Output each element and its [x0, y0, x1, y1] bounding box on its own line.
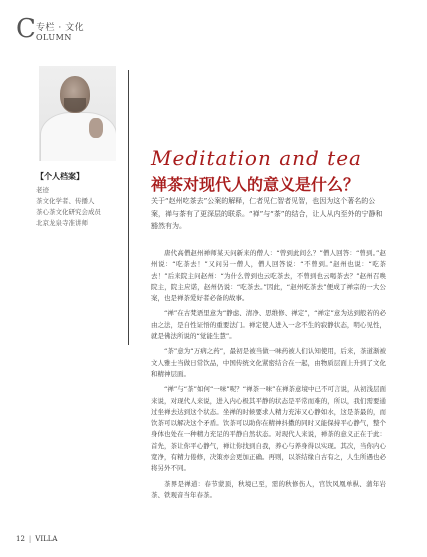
body-paragraph: “禅”与“茶”如何“一味”呢？“禅茶一味”在禅茶意境中已不可言说，从初浅层面来说，对现代人来说，进入内心极其平静的状态是平常而难的，所以，我们需要通过坐禅去达到这个状态。坐禅的时候要求人精力充沛又心静如水，这是茶最的，而饮茶可以解决这个矛盾。饮茶可以助你在精神抖擞的同时又能保持平心静气，整个身体也处在一种精力充足的平静自然状态。对现代人来说，禅茶的意义正在于此：首先，茶让你平心静气，禅让你找到自我，养心与养身得以实现。其次，当你内心宽净，有精力倦修，决策亦会更加正确。再则，以茶结缘自古有之，人生所遇也必将另外不同。: [151, 385, 386, 473]
author-photo-shirt: [40, 112, 116, 161]
author-photo: [39, 66, 116, 161]
author-photo-hand: [89, 118, 103, 138]
article-title: 禅茶对现代人的意义是什么？: [151, 175, 360, 194]
profile-membership: 茶心茶文化研究会成员: [36, 208, 101, 216]
article-intro: [151, 195, 386, 233]
column-logo-letter: C: [16, 14, 36, 44]
profile-name: 老迹: [36, 186, 49, 194]
body-paragraph: “禅”在古梵语里意为“静虑、清净、思维修、禅定”，“禅定”意为达到般若的必由之法，是自性证悟的重要法门。禅定使人进入一念不生的寂静状态，明心见性，就是佛法所说的“觉能生慧”。: [151, 309, 386, 341]
footer-separator: |: [28, 535, 32, 543]
magazine-name: VILLA: [35, 535, 58, 543]
body-paragraph: “茶”意为“万病之药”，最初是被当做一味药被人们认知使用，后来，茶道渐被文人雅士当做日常饮品，中国传统文化紧密结合在一起，由物质层面上升到了文化和精神层面。: [151, 347, 386, 378]
column-logo: [16, 14, 86, 48]
author-profile: [36, 171, 126, 229]
profile-position: 北京龙泉寺准讲师: [36, 219, 88, 227]
author-photo-beard: [64, 98, 86, 112]
profile-role: 茶文化学者、传播人: [36, 197, 95, 205]
column-divider: [128, 70, 129, 345]
column-label-en: OLUMN: [36, 33, 72, 42]
body-paragraph: 唐代高僧赵州禅师某天问新来的僧人：“曾到此间么？”僧人回答：“曾到。”赵州说：“吃茶去！”又问另一僧人，僧人回答说：“不曾到。”赵州也说：“吃茶去！”后来院主问赵州：“为什么曾到也云吃茶去，不曾到也云喝茶去？”赵州召唤院主，院主应诺，赵州仍说：“吃茶去。”因此，“赵州吃茶去”便成了禅宗的一大公案，也是禅茶爱好者必备的故事。: [151, 249, 386, 303]
profile-heading: 【个人档案】: [36, 172, 84, 181]
intro-text: 关于“赵州吃茶去”公案的解释，仁者见仁智者见智，也因为这个著名的公案，禅与茶有了更深层的联系。“禅”与“茶”的结合，让人从内至外的宁静和豁然有为。: [151, 197, 383, 230]
body-paragraph: 茶界是禅道：春节蒙顶，秋境已至，需的秋修伤人，官饮风凰单枞、蒲年岩茶、铁观音当年春茶。: [151, 479, 386, 499]
column-label: 专栏 · 文化: [36, 23, 85, 33]
page-footer: [16, 535, 57, 543]
page-number: 12: [16, 535, 25, 543]
article-body: [151, 248, 386, 505]
article-title-en: Meditation and tea: [151, 146, 362, 170]
